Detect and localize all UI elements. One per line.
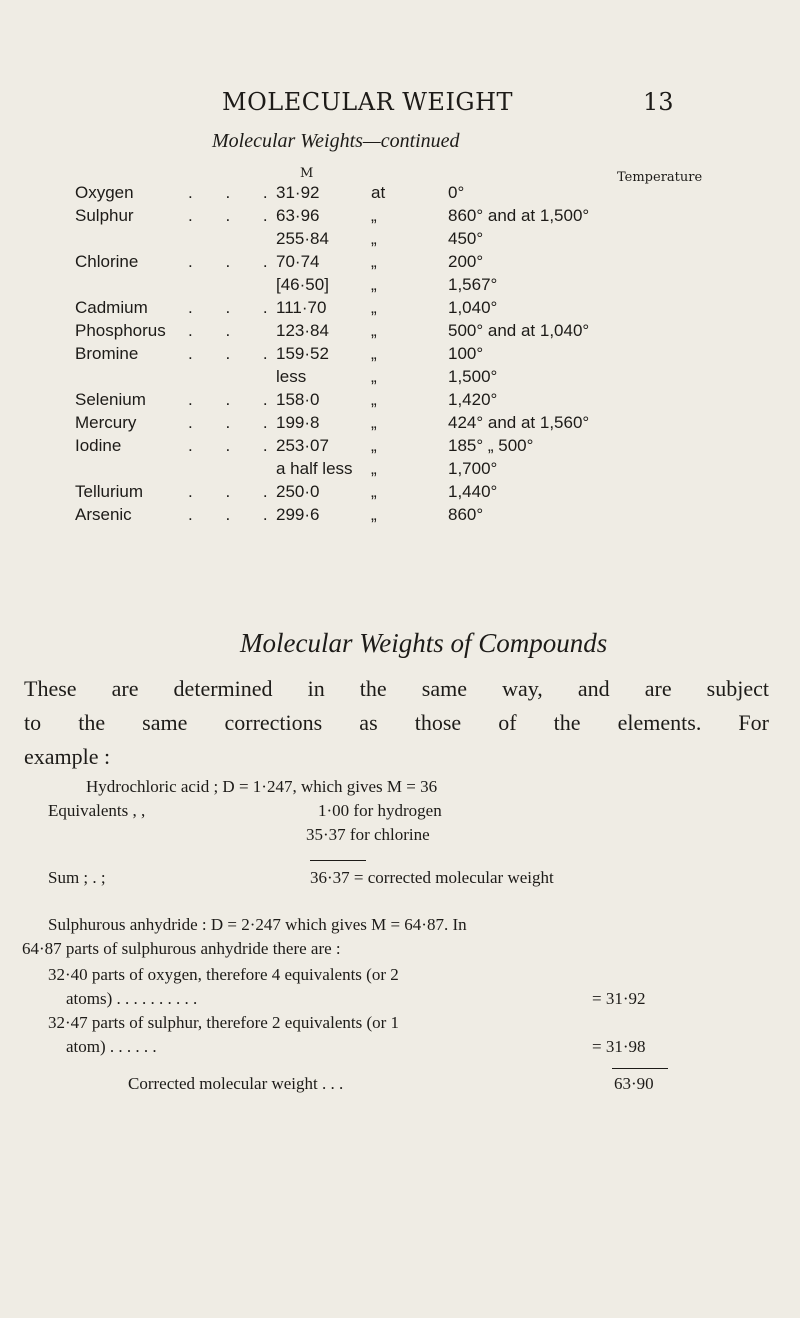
molecular-weight: 159·52 (276, 344, 329, 363)
temperature: 1,420° (448, 390, 498, 409)
element-name: Bromine (75, 344, 139, 363)
temperature: 450° (448, 229, 484, 248)
element-name: Tellurium (75, 482, 144, 501)
sulphur-value: = 31·98 (592, 1037, 646, 1056)
at-marker: „ (371, 344, 377, 363)
table-row (0, 436, 800, 458)
temperature: 500° and at 1,040° (448, 321, 590, 340)
element-name: Iodine (75, 436, 122, 455)
temperature: 1,500° (448, 367, 498, 386)
element-name: Sulphur (75, 206, 134, 225)
molecular-weight: [46·50] (276, 275, 329, 294)
molecular-weight: 255·84 (276, 229, 329, 248)
paragraph-line: example : (24, 744, 111, 769)
equivalents-label: Equivalents , , (48, 801, 146, 820)
leader-dots: . . . (188, 436, 282, 455)
table-row (0, 229, 800, 251)
element-name: Mercury (75, 413, 137, 432)
table-row (0, 413, 800, 435)
table-row (0, 275, 800, 297)
so2-line: 64·87 parts of sulphurous anhydride there are : (22, 939, 341, 958)
sum-label: Sum ; . ; (48, 868, 106, 887)
table-row (0, 367, 800, 389)
molecular-weight: a half less (276, 459, 353, 478)
temperature: 860° and at 1,500° (448, 206, 590, 225)
leader-dots: . . . (188, 482, 282, 501)
paragraph-line: These are determined in the same way, and are subject (24, 676, 769, 701)
temperature: 200° (448, 252, 484, 271)
element-name: Arsenic (75, 505, 132, 524)
corrected-label: Corrected molecular weight . . . (128, 1074, 344, 1093)
at-marker: „ (371, 436, 377, 455)
oxygen-value: = 31·92 (592, 989, 646, 1008)
leader-dots: . . . (188, 183, 282, 202)
total-rule (612, 1068, 668, 1069)
temperature: 100° (448, 344, 484, 363)
at-marker: „ (371, 367, 377, 386)
at-marker: „ (371, 229, 377, 248)
at-marker: „ (371, 413, 377, 432)
molecular-weight: 299·6 (276, 505, 320, 524)
paragraph-line: to the same corrections as those of the elements. For (24, 710, 769, 735)
molecular-weight: 70·74 (276, 252, 320, 271)
temperature: 185° „ 500° (448, 436, 534, 455)
temperature: 1,040° (448, 298, 498, 317)
at-marker: at (371, 183, 386, 202)
oxygen-line: 32·40 parts of oxygen, therefore 4 equivalents (or 2 (48, 965, 399, 984)
column-header-temperature: Temperature (617, 170, 703, 185)
equivalent-hydrogen: 1·00 for hydrogen (318, 801, 442, 820)
temperature: 1,700° (448, 459, 498, 478)
leader-dots: . . . (188, 390, 282, 409)
table-row (0, 298, 800, 320)
molecular-weight: 253·07 (276, 436, 329, 455)
at-marker: „ (371, 505, 377, 524)
element-name: Oxygen (75, 183, 134, 202)
at-marker: „ (371, 482, 377, 501)
at-marker: „ (371, 390, 377, 409)
table-row (0, 252, 800, 274)
at-marker: „ (371, 252, 377, 271)
molecular-weight: 123·84 (276, 321, 329, 340)
at-marker: „ (371, 321, 377, 340)
molecular-weight: less (276, 367, 307, 386)
temperature: 860° (448, 505, 484, 524)
molecular-weight: 31·92 (276, 183, 320, 202)
intro-paragraph (24, 672, 769, 774)
oxygen-line: atoms) . . . . . . . . . . (66, 989, 198, 1008)
table-row (0, 183, 800, 205)
table-row (0, 482, 800, 504)
at-marker: „ (371, 206, 377, 225)
table-row (0, 505, 800, 527)
leader-dots: . . . (188, 505, 282, 524)
element-name: Selenium (75, 390, 146, 409)
sulphur-line: atom) . . . . . . (66, 1037, 157, 1056)
leader-dots: . . . (188, 344, 282, 363)
page-number: 13 (643, 88, 674, 116)
table-caption: Molecular Weights—continued (212, 130, 460, 152)
table-row (0, 459, 800, 481)
molecular-weight: 63·96 (276, 206, 320, 225)
hcl-line: Hydrochloric acid ; D = 1·247, which gives M = 36 (86, 777, 438, 796)
leader-dots: . . . (188, 206, 282, 225)
leader-dots: . . . (188, 413, 282, 432)
table-row (0, 206, 800, 228)
section-title: Molecular Weights of Compounds (240, 628, 608, 658)
molecular-weight: 111·70 (276, 298, 327, 317)
leader-dots: . . . (188, 298, 282, 317)
leader-dots: . . . (188, 252, 282, 271)
element-name: Phosphorus (75, 321, 166, 340)
temperature: 424° and at 1,560° (448, 413, 590, 432)
column-header-m: M (300, 166, 314, 181)
equivalent-chlorine: 35·37 for chlorine (306, 825, 430, 844)
sum-value: 36·37 = corrected molecular weight (310, 868, 554, 887)
corrected-value: 63·90 (614, 1074, 654, 1093)
at-marker: „ (371, 459, 377, 478)
temperature: 1,440° (448, 482, 498, 501)
running-title: MOLECULAR WEIGHT (222, 88, 514, 116)
temperature: 1,567° (448, 275, 498, 294)
molecular-weight: 199·8 (276, 413, 320, 432)
temperature: 0° (448, 183, 465, 202)
element-name: Cadmium (75, 298, 148, 317)
sulphur-line: 32·47 parts of sulphur, therefore 2 equivalents (or 1 (48, 1013, 400, 1032)
at-marker: „ (371, 298, 377, 317)
table-row (0, 344, 800, 366)
table-row (0, 390, 800, 412)
leader-dots: . . (188, 321, 245, 340)
so2-line: Sulphurous anhydride : D = 2·247 which gives M = 64·87. In (48, 915, 467, 934)
at-marker: „ (371, 275, 377, 294)
element-name: Chlorine (75, 252, 139, 271)
sum-rule (310, 860, 366, 861)
molecular-weight: 158·0 (276, 390, 320, 409)
table-row (0, 321, 800, 343)
molecular-weight: 250·0 (276, 482, 320, 501)
